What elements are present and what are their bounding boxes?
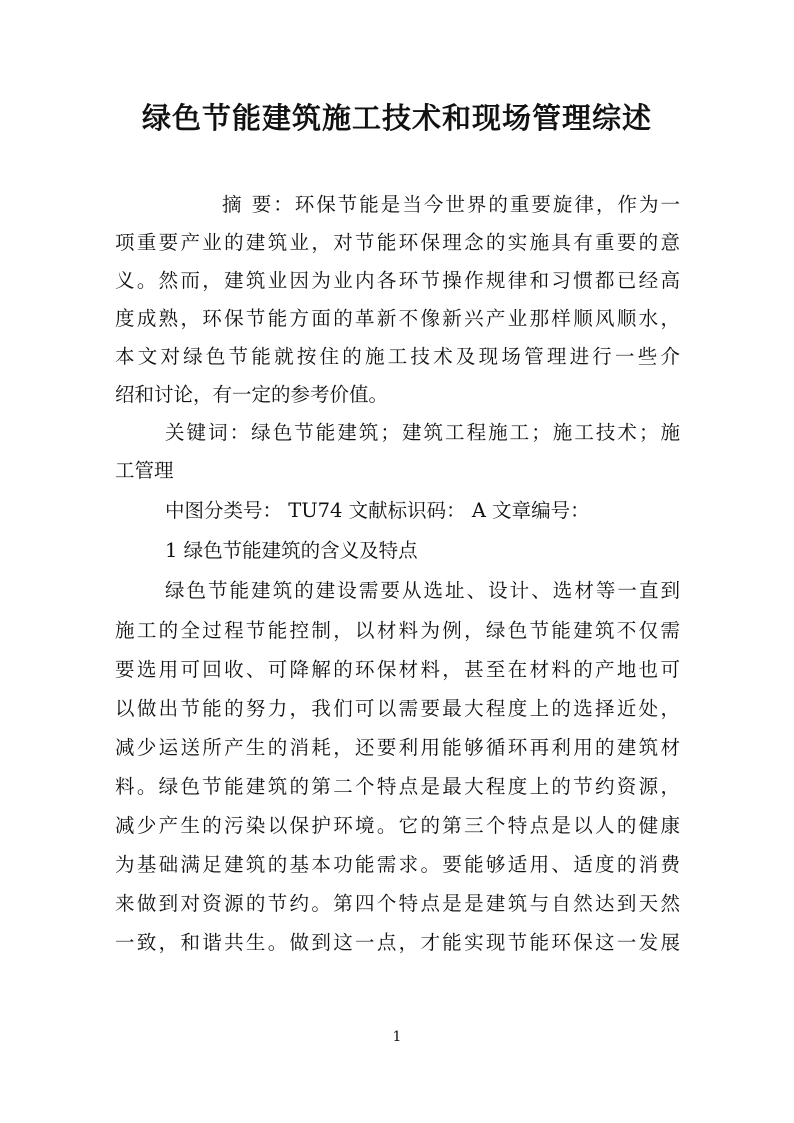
keywords-line: 关键词：绿色节能建筑；建筑工程施工；施工技术；施 — [165, 421, 680, 444]
body-line: 绿色节能建筑的建设需要从选址、设计、选材等一直到 — [165, 579, 680, 602]
classification-line: 中图分类号： TU74 文献标识码： A 文章编号： — [165, 499, 590, 522]
body-line: 要选用可回收、可降解的环保材料，甚至在材料的产地也可 — [115, 658, 680, 681]
body-line: 减少运送所产生的消耗，还要利用能够循环再利用的建筑材 — [115, 736, 680, 759]
abstract-line: 度成熟，环保节能方面的革新不像新兴产业那样顺风顺水， — [115, 307, 680, 330]
keywords-line: 工管理 — [115, 459, 174, 482]
body-line: 来做到对资源的节约。第四个特点是是建筑与自然达到天然 — [115, 892, 680, 915]
abstract-line: 本文对绿色节能就按住的施工技术及现场管理进行一些介 — [115, 345, 680, 368]
body-line: 减少产生的污染以保护环境。它的第三个特点是以人的健康 — [115, 814, 680, 837]
abstract-line: 项重要产业的建筑业，对节能环保理念的实施具有重要的意 — [115, 231, 680, 254]
abstract-line: 义。然而，建筑业因为业内各环节操作规律和习惯都已经高 — [115, 269, 680, 292]
document-title: 绿色节能建筑施工技术和现场管理综述 — [141, 101, 652, 135]
section-heading: 1 绿色节能建筑的含义及特点 — [165, 539, 418, 562]
body-line: 料。绿色节能建筑的第二个特点是最大程度上的节约资源， — [115, 775, 680, 798]
body-line: 以做出节能的努力，我们可以需要最大程度上的选择近处， — [115, 697, 680, 720]
abstract-line: 绍和讨论，有一定的参考价值。 — [115, 383, 389, 406]
page-number: 1 — [392, 1029, 402, 1045]
abstract-line: 摘 要：环保节能是当今世界的重要旋律，作为一 — [222, 193, 680, 216]
body-line: 施工的全过程节能控制，以材料为例，绿色节能建筑不仅需 — [115, 619, 680, 642]
body-line: 一致，和谐共生。做到这一点，才能实现节能环保这一发展 — [115, 931, 680, 954]
body-line: 为基础满足建筑的基本功能需求。要能够适用、适度的消费 — [115, 853, 680, 876]
